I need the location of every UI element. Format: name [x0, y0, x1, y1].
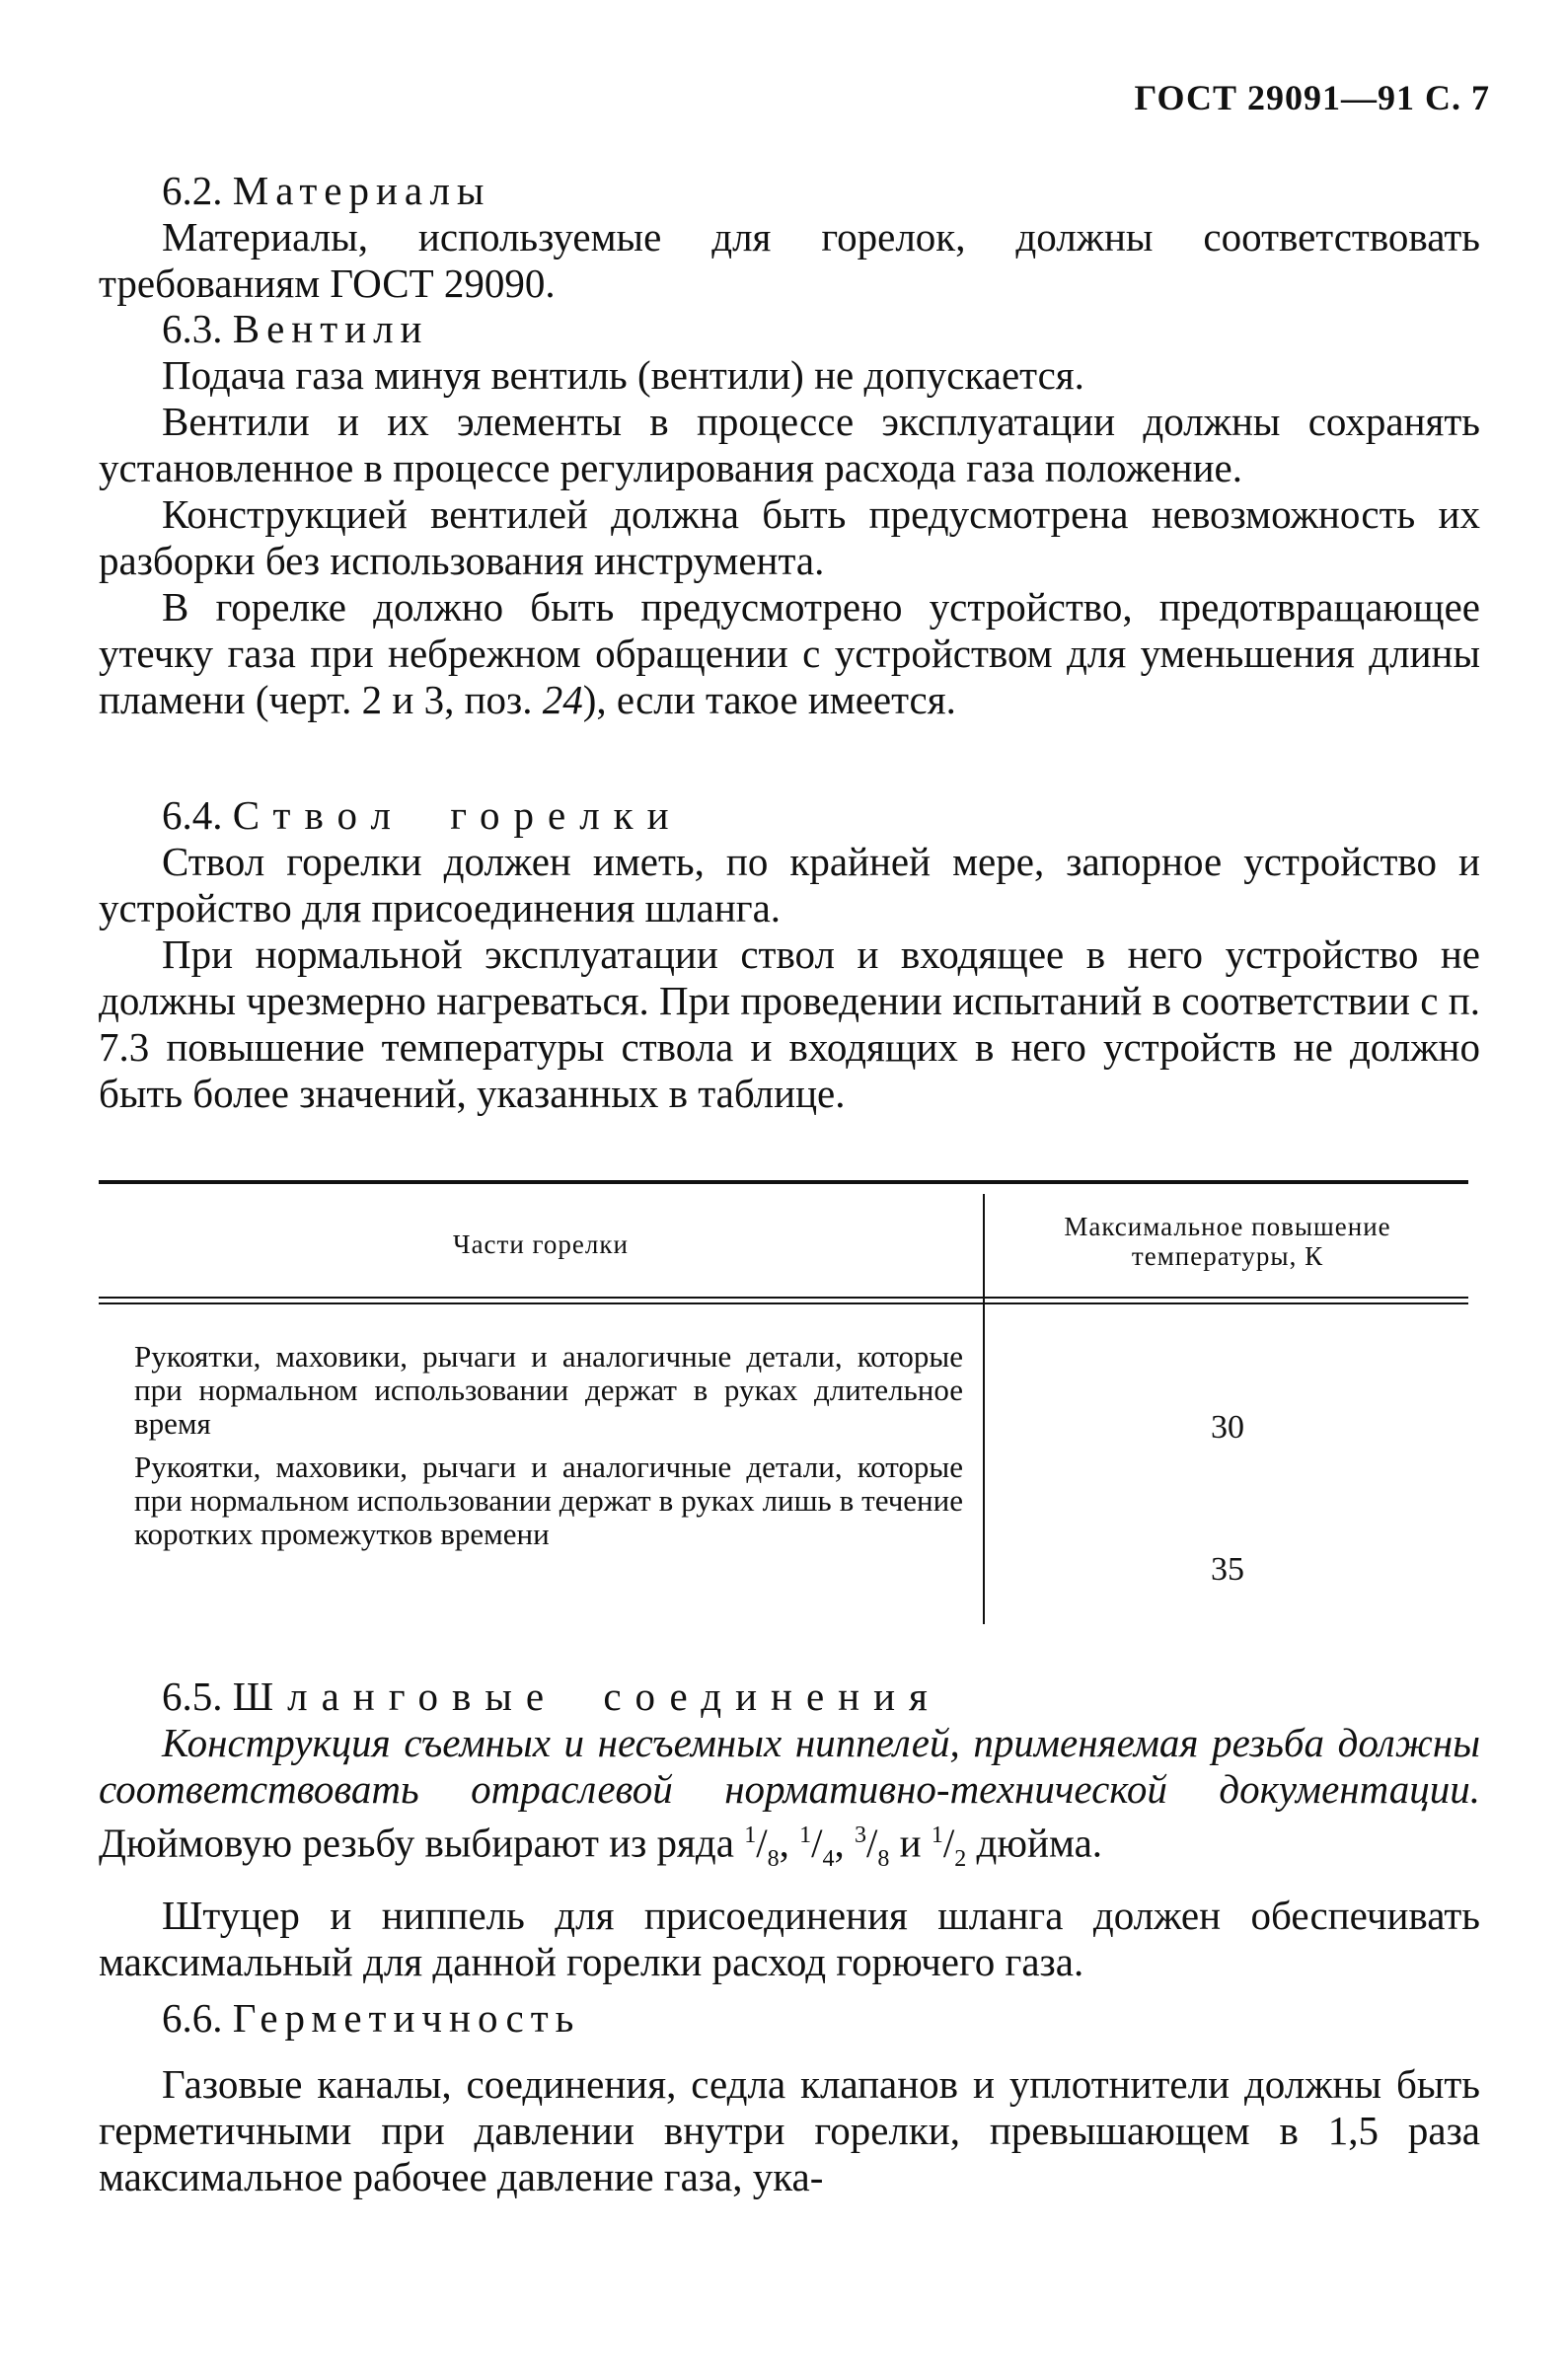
italic-text: Конструкция съемных и несъемных ниппелей, применяемая резьба должны соответствовать отраслевой нормативно-технической документации.	[99, 1720, 1480, 1812]
section-title: Вентили	[232, 306, 429, 351]
paragraph: Вентили и их элементы в процессе эксплуатации должны сохранять установленное в процессе регулирования расхода газа положение.	[99, 399, 1480, 490]
table-row-part: Рукоятки, маховики, рычаги и аналогичные детали, которые при нормальном использовании держат в руках длительное время	[134, 1339, 963, 1441]
paragraph: Подача газа минуя вентиль (вентили) не допускается.	[162, 352, 1084, 398]
table-header-rule	[99, 1297, 1468, 1299]
page-header: ГОСТ 29091—91 С. 7	[1134, 78, 1490, 117]
section-number: 6.2.	[162, 168, 223, 213]
fraction-denominator: 2	[954, 1845, 967, 1872]
paragraph: Штуцер и ниппель для присоединения шланга должен обеспечивать максимальный для данной горелки расход горючего газа.	[99, 1892, 1480, 1984]
section-number: 6.3.	[162, 306, 223, 351]
text-run: Дюймовую резьбу выбирают из ряда	[99, 1820, 745, 1866]
section-number: 6.4.	[162, 792, 223, 838]
italic-ref: 24	[542, 677, 583, 722]
table-header-parts: Части горелки	[453, 1229, 629, 1259]
fraction-numerator: 1	[799, 1822, 812, 1848]
section-number: 6.6.	[162, 1995, 223, 2041]
section-heading	[99, 1673, 1480, 1720]
section-6-3	[99, 306, 1480, 723]
table-row-value: 35	[1211, 1551, 1244, 1588]
table-top-rule	[99, 1180, 1468, 1184]
table-row-part: Рукоятки, маховики, рычаги и аналогичные детали, которые при нормальном использовании держат в руках лишь в течение коротких промежутков времени	[134, 1450, 963, 1551]
table-header-temp: Максимальное повышение температуры, К	[1064, 1212, 1391, 1271]
paragraph: При нормальной эксплуатации ствол и входящее в него устройство не должны чрезмерно нагреваться. При проведении испытаний в соответствии с п. 7.3 повышение температуры ствола и входящих в него устройств не должно быть более значений, указанных в таблице.	[99, 931, 1480, 1116]
fraction-denominator: 4	[822, 1845, 835, 1872]
section-heading	[99, 168, 1480, 214]
section-title: Шланговые соединения	[232, 1673, 941, 1719]
paragraph: Газовые каналы, соединения, седла клапанов и уплотнители должны быть герметичными при давлении внутри горелки, превышающем в 1,5 раза максимальное рабочее давление газа, ука-	[99, 2061, 1480, 2199]
text-run: ), если такое имеется.	[582, 677, 956, 722]
section-heading	[99, 792, 1480, 839]
section-title: Ствол горелки	[232, 792, 683, 838]
paragraph: Конструкция съемных и несъемных ниппелей, применяемая резьба должны соответствовать отраслевой нормативно-технической документации. Дюймовую резьбу выбирают из ряда $^1/_8$, $^1/_4$, $^3/_8$ и $^1/_2$ дюйма.	[99, 1720, 1480, 1872]
section-heading	[99, 306, 1480, 352]
paragraph	[99, 584, 1480, 723]
section-title: Герметичность	[232, 1995, 581, 2041]
table-column-divider	[983, 1194, 985, 1624]
paragraph: Конструкцией вентилей должна быть предусмотрена невозможность их разборки без использования инструмента.	[99, 491, 1480, 583]
section-6-2	[99, 168, 1480, 307]
section-6-6	[99, 1995, 1480, 2200]
section-6-4	[99, 792, 1480, 1117]
fraction-numerator: 1	[931, 1822, 943, 1848]
section-heading	[99, 1995, 1480, 2042]
paragraph: Материалы, используемые для горелок, должны соответствовать требованиям ГОСТ 29090.	[99, 214, 1480, 306]
fraction-numerator: 3	[855, 1822, 866, 1848]
fraction-numerator: 1	[744, 1822, 757, 1848]
text-run: дюйма.	[966, 1820, 1103, 1866]
text-run: и	[889, 1820, 932, 1866]
paragraph: Ствол горелки должен иметь, по крайней мере, запорное устройство и устройство для присоединения шланга.	[99, 839, 1480, 930]
section-6-5	[99, 1673, 1480, 1985]
table-header-rule-double	[99, 1302, 1468, 1304]
section-number: 6.5.	[162, 1673, 223, 1719]
text-run: В горелке должно быть предусмотрено устройство, предотвращающее утечку газа при небрежном обращении с устройством для уменьшения длины пламени (черт. 2 и 3, поз.	[99, 584, 1480, 722]
fraction-denominator: 8	[877, 1845, 890, 1872]
section-title: Материалы	[232, 168, 491, 213]
table-row-value: 30	[1211, 1409, 1244, 1446]
fraction-denominator: 8	[767, 1845, 780, 1872]
